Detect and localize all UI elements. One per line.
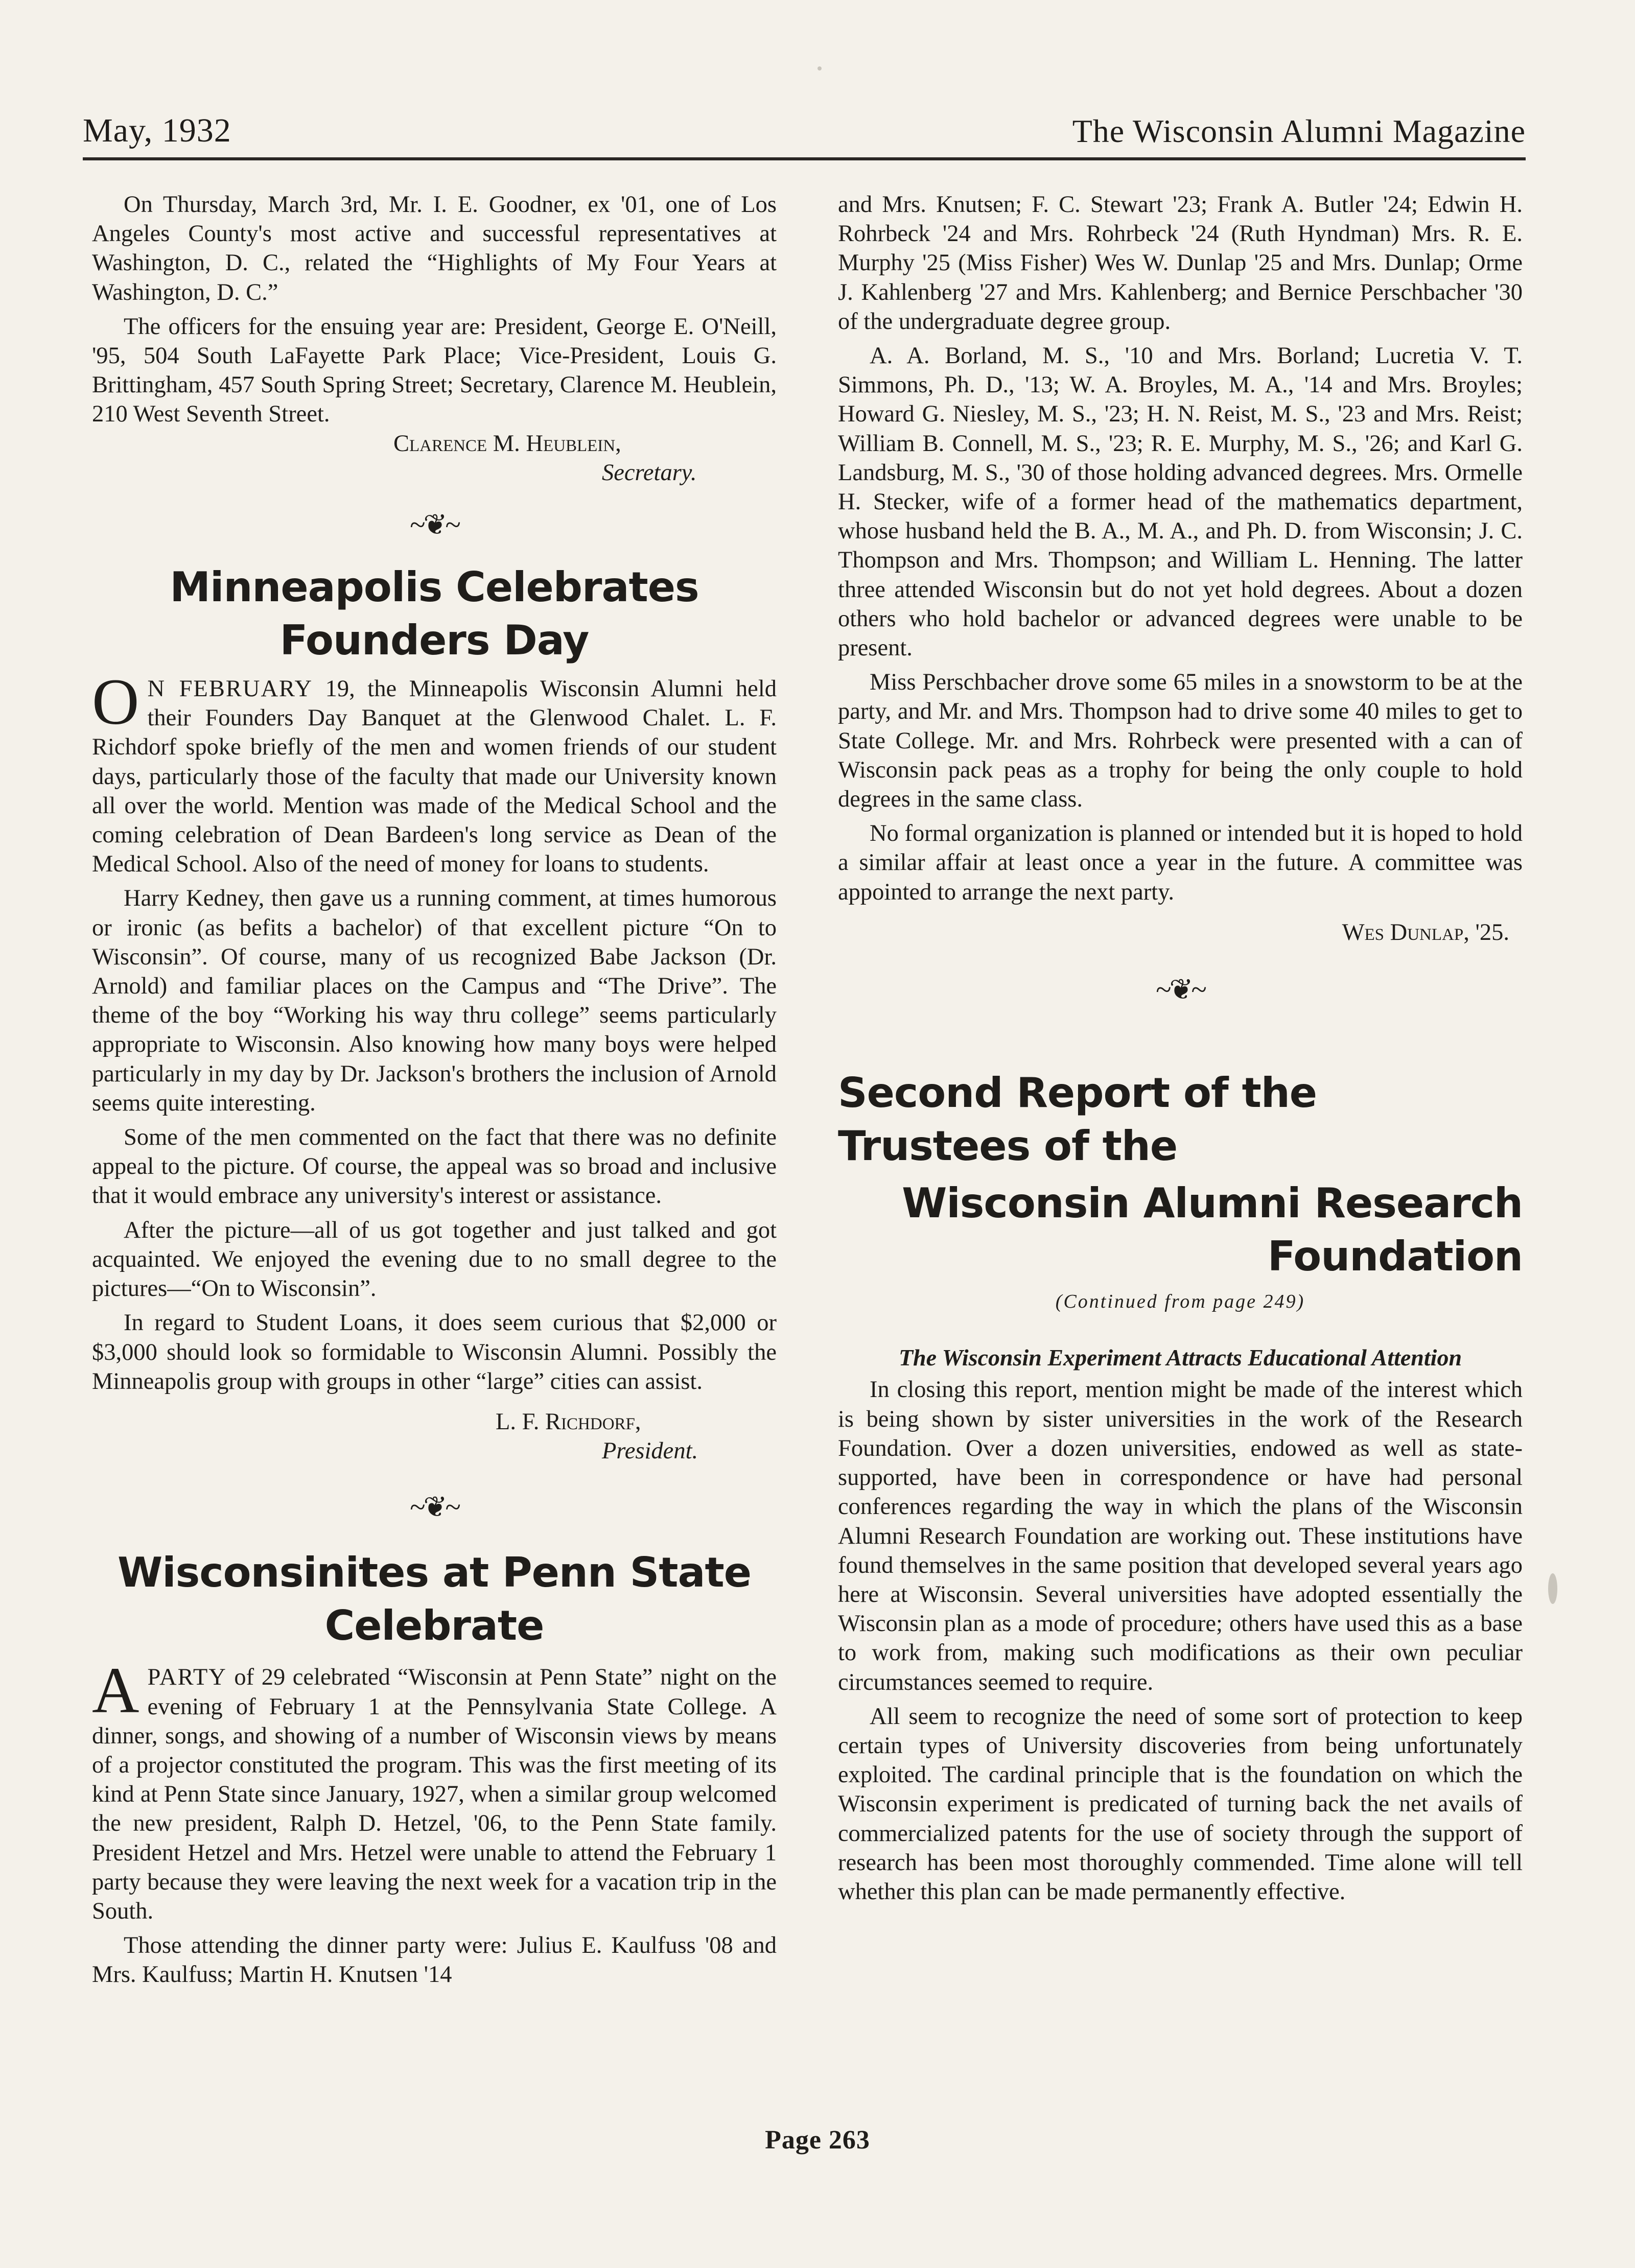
drop-cap: A [92,1654,139,1727]
running-header [83,111,1526,160]
page-number: Page 263 [765,2125,870,2155]
ornament-divider: ~❦~ [1156,974,1205,1006]
penn-paragraph-2-continued: and Mrs. Knutsen; F. C. Stewart '23; Frank A. Butler '24; Edwin H. Rohrbeck '24 and Mrs. Rohrbeck '24 (Ruth Hyndman) Mrs. R. E. Murphy '25 (Miss Fisher) Wes W. Dunlap '25 and Mrs. Dunlap; Orme J. Kahlenberg '27 and Mrs. Kahlenberg; and Bernice Perschbacher '30 of the undergraduate degree group. [838,192,1523,335]
intro-paragraph-2: The officers for the ensuing year are: President, George E. O'Neill, '95, 504 South LaFayette Park Place; Vice-President, Louis G. Brittingham, 457 South Spring Street; Secretary, Clarence M. Heublein, 210 West Seventh Street. [92,313,777,428]
penn-paragraph-3: A. A. Borland, M. S., '10 and Mrs. Borland; Lucretia V. T. Simmons, Ph. D., '13; W. A. Broyles, M. A., '14 and Mrs. Broyles; Howard G. Niesley, M. S., '23; H. N. Reist, M. S., '23 and Mrs. Reist; William B. Connell, M. S., '23; R. E. Murphy, M. S., '26; and Karl G. Landsburg, M. S., '30 of those holding advanced degrees. Mrs. Ormelle H. Stecker, wife of a former head of the mathematics department, whose husband held the B. A., M. A., and Ph. D. from Wisconsin; J. C. Thompson and Mrs. Thompson; and William L. Henning. The latter three attended Wisconsin but do not yet hold degrees. About a dozen others who hold bachelor or advanced degrees were unable to be present. [838,343,1523,662]
right-column [838,190,1523,1906]
paper-speck [818,66,822,70]
lead-in: PARTY [147,1664,227,1691]
paper-speck [1548,1573,1557,1604]
signature-name: Clarence M. Heublein, [393,430,621,457]
minneapolis-paragraph-2: Harry Kedney, then gave us a running comment, at times humorous or ironic (as befits a bachelor) of that excellent picture “On to Wisconsin”. Of course, many of us recognized Babe Jackson (Dr. Arnold) and familiar places on the Campus and “The Drive”. The theme of the boy “Working his way thru college” seems particularly appropriate to Wisconsin. Also knowing how many boys were helped particularly in my day by Dr. Jackson's brothers the inclusion of Arnold seems quite interesting. [92,885,777,1116]
report-paragraph-2: All seem to recognize the need of some sort of protection to keep certain types of University discoveries from being unfortunately exploited. The cardinal principle that is the foundation on which the Wisconsin experiment is predicated of turning back the net avails of commercialized patents for the use of society through the support of research has been most thoroughly commended. Time alone will tell whether this plan can be made permanently effective. [838,1703,1523,1905]
signature-title: President. [602,1438,698,1464]
heading-penn-state: Wisconsinites at Penn State Celebrate [117,1549,752,1650]
minneapolis-paragraph-1 [92,666,777,879]
drop-cap: O [92,666,139,739]
ornament-divider: ~❦~ [410,1492,459,1524]
signature-title: Secretary. [602,459,697,486]
minneapolis-text-1: 19, the Minneapolis Wisconsin Alumni held their Founders Day Banquet at the Glenwood Chalet. L. F. Richdorf spoke briefly of the men and women friends of our student days, particularly those of the faculty that made our University known all over the world. Mention was made of the Medical School and the coming celebration of Dean Bardeen's long service as Dean of the Medical School. Also of the need of money for loans to students. [92,676,777,878]
heading-report-line-2: Wisconsin Alumni Research Foundation [902,1179,1523,1281]
signature-richdorf [92,1407,777,1466]
left-column [92,190,777,1990]
continued-note: (Continued from page 249) [1055,1291,1305,1313]
minneapolis-paragraph-5: In regard to Student Loans, it does seem curious that $2,000 or $3,000 should look so formidable to Wisconsin Alumni. Possibly the Minneapolis group with groups in other “large” cities can assist. [92,1310,777,1395]
minneapolis-paragraph-3: Some of the men commented on the fact that there was no definite appeal to the picture. Of course, the appeal was so broad and inclusive that it would embrace any university's interest or assistance. [92,1124,777,1209]
penn-paragraph-4: Miss Perschbacher drove some 65 miles in a snowstorm to be at the party, and Mr. and Mrs. Thompson had to drive some 40 miles to get to State College. Mr. and Mrs. Rohrbeck were presented with a can of Wisconsin pack peas as a trophy for being the only couple to hold degrees in the same class. [838,669,1523,813]
penn-paragraph-2: Those attending the dinner party were: Julius E. Kaulfuss '08 and Mrs. Kaulfuss; Martin H. Knutsen '14 [92,1932,777,1988]
lead-in: N FEBRUARY [147,676,313,702]
signature-name: L. F. Richdorf, [496,1408,641,1435]
intro-paragraph-1: On Thursday, March 3rd, Mr. I. E. Goodner, ex '01, one of Los Angeles County's most active and successful representatives at Washington, D. C., related the “Highlights of My Four Years at Washington, D. C.” [92,192,777,305]
heading-report-line-1: Second Report of the Trustees of the [838,1069,1317,1170]
signature-heublein [92,429,777,487]
penn-paragraph-5: No formal organization is planned or intended but it is hoped to hold a similar affair at least once a year in the future. A committee was appointed to arrange the next party. [838,820,1523,905]
minneapolis-paragraph-4: After the picture—all of us got together and just talked and got acquainted. We enjoyed the evening due to no small degree to the pictures—“On to Wisconsin”. [92,1217,777,1302]
ornament-divider: ~❦~ [410,509,459,541]
signature-dunlap: Wes Dunlap, '25. [1342,919,1509,946]
penn-paragraph-1 [92,1654,777,1926]
section-subheading: The Wisconsin Experiment Attracts Educational Attention [898,1344,1462,1371]
issue-date: May, 1932 [83,112,231,149]
report-paragraph-1: In closing this report, mention might be made of the interest which is being shown by sister universities in the work of the Research Foundation. Over a dozen universities, endowed as well as state-supported, have been in correspondence or have had personal conferences regarding the way in which the plans of the Wisconsin Alumni Research Foundation are working out. These institutions have found themselves in the same position that developed several years ago here at Wisconsin. Several universities have adopted essentially the Wisconsin plan as a mode of procedure; others have used this as a base to work from, making such modifications as their own peculiar circumstances seemed to require. [838,1377,1523,1695]
heading-minneapolis: Minneapolis Celebrates Founders Day [170,563,699,665]
magazine-title: The Wisconsin Alumni Magazine [1072,113,1526,149]
penn-text-1: of 29 celebrated “Wisconsin at Penn State” night on the evening of February 1 at the Pennsylvania State College. A dinner, songs, and showing of a number of Wisconsin views by means of a projector constituted the program. This was the first meeting of its kind at Penn State since January, 1927, when a similar group welcomed the new president, Ralph D. Hetzel, '06, to the Penn State family. President Hetzel and Mrs. Hetzel were unable to attend the February 1 party because they were leaving the next week for a vacation trip in the South. [92,1664,777,1924]
